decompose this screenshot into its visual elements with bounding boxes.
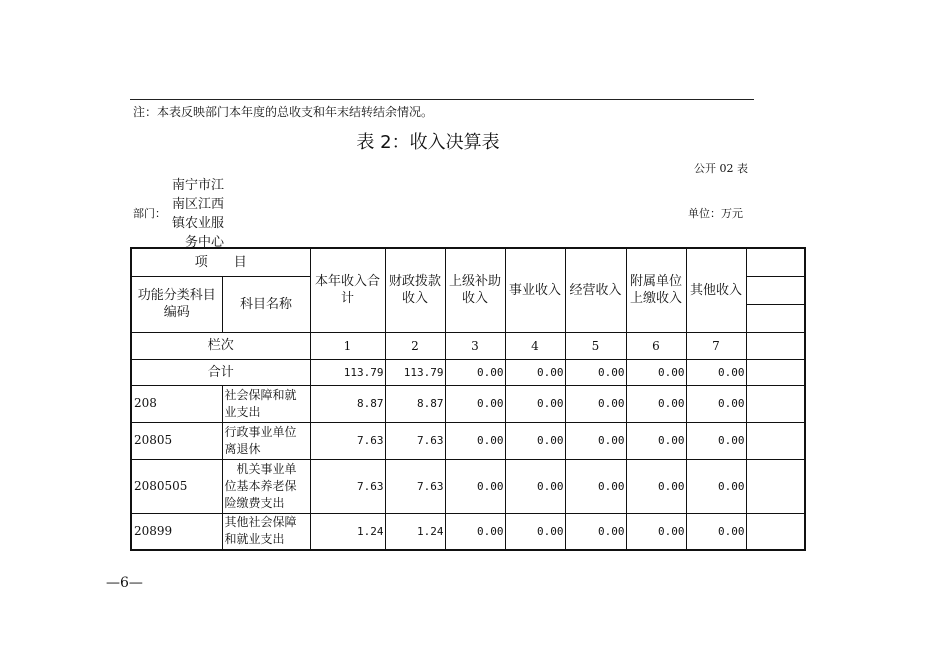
row-value: 0.00 xyxy=(445,513,505,550)
total-value: 113.79 xyxy=(385,359,445,385)
total-row-label: 合计 xyxy=(131,359,310,385)
row-value: 0.00 xyxy=(445,459,505,513)
blank-cell xyxy=(746,276,805,304)
row-value: 7.63 xyxy=(310,422,385,459)
blank-cell xyxy=(746,422,805,459)
column-num: 6 xyxy=(626,332,686,359)
table-row xyxy=(131,513,805,550)
col-header-3: 上级补助收入 xyxy=(445,248,505,332)
total-value: 0.00 xyxy=(686,359,746,385)
row-code: 2080505 xyxy=(131,459,222,513)
project-header: 项 目 xyxy=(131,248,310,276)
total-value: 0.00 xyxy=(505,359,565,385)
row-value: 7.63 xyxy=(385,422,445,459)
col-header-1: 本年收入合计 xyxy=(310,248,385,332)
row-value: 0.00 xyxy=(565,385,626,422)
top-rule xyxy=(130,99,754,100)
row-value: 8.87 xyxy=(385,385,445,422)
column-num: 7 xyxy=(686,332,746,359)
table-row xyxy=(131,459,805,513)
row-value: 0.00 xyxy=(626,513,686,550)
func-code-header: 功能分类科目编码 xyxy=(131,276,222,332)
table-row xyxy=(131,385,805,422)
row-name: 其他社会保障和就业支出 xyxy=(222,513,310,550)
row-value: 0.00 xyxy=(505,422,565,459)
row-value: 1.24 xyxy=(385,513,445,550)
row-value: 7.63 xyxy=(385,459,445,513)
row-value: 0.00 xyxy=(686,459,746,513)
row-value: 0.00 xyxy=(565,513,626,550)
row-value: 0.00 xyxy=(626,385,686,422)
table-row xyxy=(131,422,805,459)
column-row-label: 栏次 xyxy=(131,332,310,359)
row-value: 0.00 xyxy=(686,513,746,550)
total-value: 0.00 xyxy=(565,359,626,385)
dept-name: 南宁市江南区江西镇农业服务中心 xyxy=(171,178,224,250)
row-value: 0.00 xyxy=(445,385,505,422)
blank-cell xyxy=(746,332,805,359)
row-value: 0.00 xyxy=(505,513,565,550)
row-code: 20899 xyxy=(131,513,222,550)
column-num: 4 xyxy=(505,332,565,359)
blank-cell xyxy=(746,513,805,550)
total-value: 0.00 xyxy=(626,359,686,385)
column-num: 5 xyxy=(565,332,626,359)
page-number: —6— xyxy=(106,575,143,591)
row-value: 0.00 xyxy=(505,385,565,422)
col-header-4: 事业收入 xyxy=(505,248,565,332)
blank-cell xyxy=(746,304,805,332)
row-value: 0.00 xyxy=(445,422,505,459)
subject-name-header: 科目名称 xyxy=(222,276,310,332)
dept-label: 部门： xyxy=(133,207,166,220)
income-table xyxy=(130,247,806,551)
row-name: 行政事业单位离退休 xyxy=(222,422,310,459)
table-note: 注：本表反映部门本年度的总收支和年末结转结余情况。 xyxy=(133,105,434,119)
total-value: 0.00 xyxy=(445,359,505,385)
row-value: 0.00 xyxy=(565,422,626,459)
unit-label: 单位：万元 xyxy=(688,207,743,220)
row-value: 0.00 xyxy=(686,422,746,459)
row-value: 1.24 xyxy=(310,513,385,550)
form-code: 公开 02 表 xyxy=(694,162,748,175)
blank-cell xyxy=(746,248,805,276)
col-header-5: 经营收入 xyxy=(565,248,626,332)
row-name: 社会保障和就业支出 xyxy=(222,385,310,422)
row-value: 0.00 xyxy=(686,385,746,422)
row-value: 0.00 xyxy=(505,459,565,513)
col-header-7: 其他收入 xyxy=(686,248,746,332)
row-value: 0.00 xyxy=(565,459,626,513)
row-code: 208 xyxy=(131,385,222,422)
row-value: 0.00 xyxy=(626,422,686,459)
total-value: 113.79 xyxy=(310,359,385,385)
column-num: 3 xyxy=(445,332,505,359)
page-title: 表 2：收入决算表 xyxy=(356,132,500,153)
row-code: 20805 xyxy=(131,422,222,459)
col-header-6: 附属单位上缴收入 xyxy=(626,248,686,332)
row-value: 8.87 xyxy=(310,385,385,422)
blank-cell xyxy=(746,359,805,385)
row-value: 0.00 xyxy=(626,459,686,513)
row-name: 机关事业单位基本养老保险缴费支出 xyxy=(222,459,310,513)
row-value: 7.63 xyxy=(310,459,385,513)
column-num: 1 xyxy=(310,332,385,359)
blank-cell xyxy=(746,459,805,513)
col-header-2: 财政拨款收入 xyxy=(385,248,445,332)
blank-cell xyxy=(746,385,805,422)
column-num: 2 xyxy=(385,332,445,359)
